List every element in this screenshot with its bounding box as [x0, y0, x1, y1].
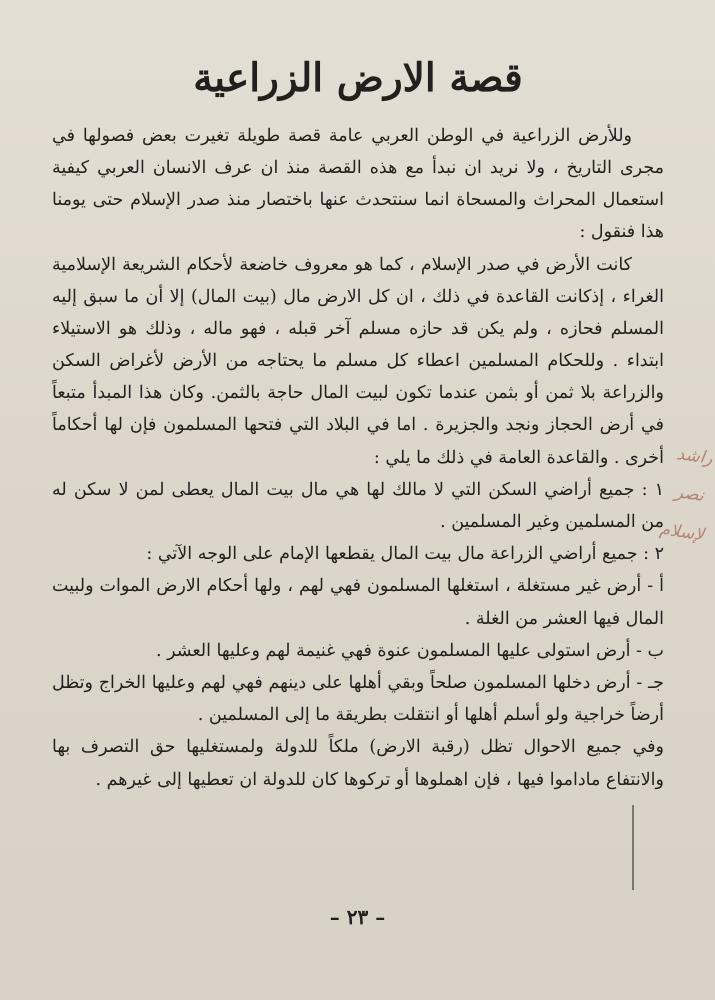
page-title: قصة الارض الزراعية — [193, 55, 523, 101]
history-paragraph: كانت الأرض في صدر الإسلام ، كما هو معروف خاضعة لأحكام الشريعة الإسلامية الغراء ، إذكانت القاعدة في ذلك ، ان كل الارض مال (بيت المال) إلا أن ما سبق إليه المسلم فحازه ، ولم يكن قد حازه مسلم آخر قبله ، فهو ماله ، وذلك هو الاستيلاء ابتداء . وللحكام المسلمين اعطاء كل مسلم ما يحتاجه من الأرض لأغراض السكن والزراعة بلا ثمن أو بثمن عندما تكون لبيت المال حاجة بالثمن. وكان هذا المبدأ متبعاً في أرض الحجاز ونجد والجزيرة . اما في البلاد التي فتحها المسلمون فإن لها أحكاماً أخرى . والقاعدة العامة في ذلك ما يلي : — [52, 254, 664, 468]
margin-note: لإسلام — [658, 518, 706, 545]
margin-bracket-mark — [632, 805, 634, 890]
list-item-housing: ١ : جميع أراضي السكن التي لا مالك لها هي مال بيت المال يعطى لمن لا سكن له من المسلمين وغير المسلمين . — [52, 479, 664, 533]
margin-note: نصر — [673, 482, 706, 507]
sub-item-alif: أ - أرض غير مستغلة ، استغلها المسلمون فهي لهم ، ولها أحكام الارض الموات ولبيت المال فيها العشر من الغلة . — [52, 576, 664, 629]
sub-item-ba: ب - أرض استولى عليها المسلمون عنوة فهي غنيمة لهم وعليها العشر . — [155, 640, 664, 661]
sub-item-jim: جـ - أرض دخلها المسلمون صلحاً وبقي أهلها على دينهم فهي لهم وعليها الخراج وتظل أرضاً خراجية ولو أسلم أهلها أو انتقلت بطريقة ما إلى المسلمين . — [52, 672, 664, 726]
list-item-agriculture: ٢ : جميع أراضي الزراعة مال بيت المال يقطعها الإمام على الوجه الآتي : — [146, 544, 664, 565]
intro-paragraph: وللأرض الزراعية في الوطن العربي عامة قصة طويلة تغيرت بعض فصولها في مجرى التاريخ ، ولا نريد ان نبدأ مع هذه القصة منذ ان عرف الانسان العربي كيفية استعمال المحراث والمسحاة انما سنتحدث عنها باختصار منذ صدر الإسلام حتى يومنا هذا فنقول : — [52, 125, 664, 243]
handwritten-margin-notes — [658, 438, 715, 557]
closing-paragraph: وفي جميع الاحوال تظل (رقبة الارض) ملكاً للدولة ولمستغليها حق التصرف بها والانتفاع ماداموا فيها ، فإن اهملوها أو تركوها كان للدولة ان تعطيها إلى غيرهم . — [52, 737, 664, 790]
page-number: – ٢٣ – — [329, 905, 386, 929]
margin-note: راشد — [675, 443, 715, 469]
page-content — [52, 55, 664, 796]
